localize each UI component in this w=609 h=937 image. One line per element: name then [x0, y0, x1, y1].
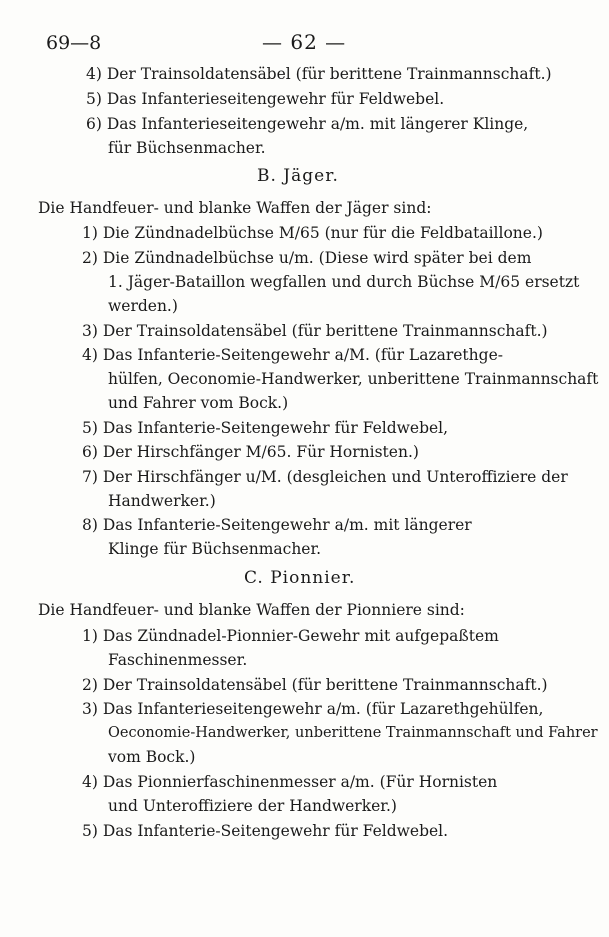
list-item-continuation: Oeconomie-Handwerker, unberittene Trainmannschaft und Fahrer [108, 725, 598, 741]
list-item: 4) Das Infanterie-Seitengewehr a/M. (für Lazarethge- [82, 346, 503, 364]
list-item: 2) Die Zündnadelbüchse u/m. (Diese wird später bei dem [82, 249, 532, 267]
list-item-continuation: Klinge für Büchsenmacher. [108, 540, 322, 558]
list-item: 4) Der Trainsoldatensäbel (für berittene Trainmannschaft.) [86, 65, 552, 83]
list-item: 5) Das Infanterieseitengewehr für Feldwebel. [86, 90, 445, 108]
list-item-continuation: werden.) [108, 297, 178, 315]
section-intro: Die Handfeuer- und blanke Waffen der Pionniere sind: [38, 601, 465, 619]
list-item-continuation: vom Bock.) [108, 748, 196, 766]
signature-mark: 69—8 [46, 32, 102, 54]
page-number: — 62 — [262, 30, 347, 54]
list-item-continuation: hülfen, Oeconomie-Handwerker, unberittene Trainmannschaft [108, 370, 599, 388]
list-item: 2) Der Trainsoldatensäbel (für berittene Trainmannschaft.) [82, 676, 548, 694]
list-item: 6) Das Infanterieseitengewehr a/m. mit längerer Klinge, [86, 115, 529, 133]
list-item: 3) Der Trainsoldatensäbel (für berittene Trainmannschaft.) [82, 322, 548, 340]
section-heading: C. Pionnier. [244, 568, 356, 588]
list-item: 1) Das Zündnadel-Pionnier-Gewehr mit aufgepaßtem [82, 627, 499, 645]
list-item-continuation: und Fahrer vom Bock.) [108, 394, 289, 412]
list-item-continuation: Faschinenmesser. [108, 651, 248, 669]
list-item: 1) Die Zündnadelbüchse M/65 (nur für die Feldbataillone.) [82, 224, 543, 242]
list-item-continuation: für Büchsenmacher. [108, 139, 266, 157]
list-item: 4) Das Pionnierfaschinenmesser a/m. (Für Hornisten [82, 773, 498, 791]
list-item: 3) Das Infanterieseitengewehr a/m. (für Lazarethgehülfen, [82, 700, 544, 718]
list-item-continuation: 1. Jäger-Bataillon wegfallen und durch Büchse M/65 ersetzt [108, 273, 580, 291]
section-intro: Die Handfeuer- und blanke Waffen der Jäger sind: [38, 199, 432, 217]
list-item: 8) Das Infanterie-Seitengewehr a/m. mit längerer [82, 516, 472, 534]
list-item-continuation: und Unteroffiziere der Handwerker.) [108, 797, 397, 815]
list-item: 7) Der Hirschfänger u/M. (desgleichen und Unteroffiziere der [82, 468, 568, 486]
list-item: 5) Das Infanterie-Seitengewehr für Feldwebel. [82, 822, 449, 840]
list-item-continuation: Handwerker.) [108, 492, 216, 510]
section-heading: B. Jäger. [257, 166, 339, 186]
list-item: 6) Der Hirschfänger M/65. Für Hornisten.) [82, 443, 419, 461]
list-item: 5) Das Infanterie-Seitengewehr für Feldwebel, [82, 419, 449, 437]
